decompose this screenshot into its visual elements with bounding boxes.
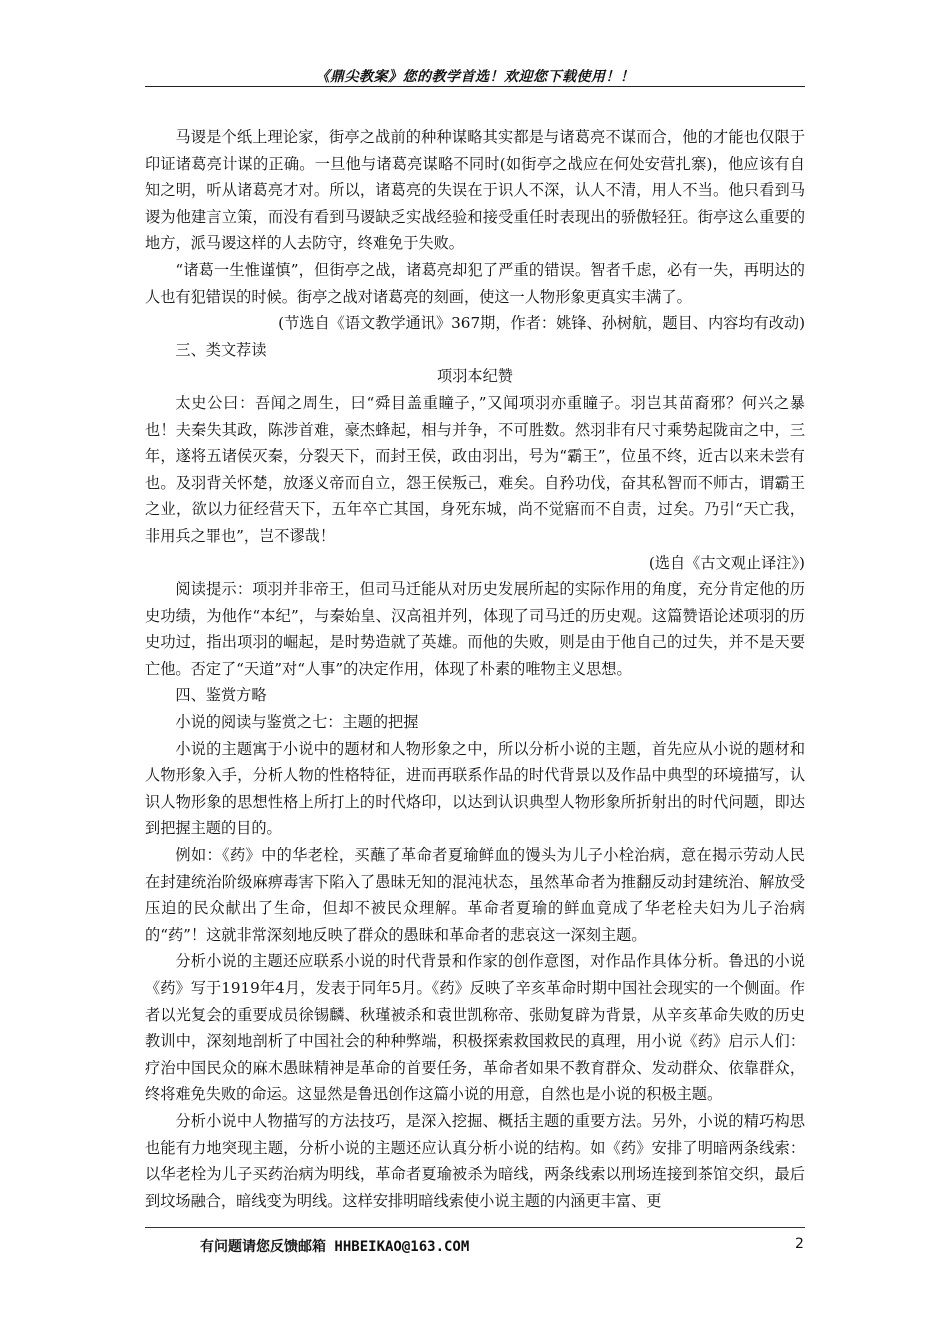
section-heading-4: 四、鉴赏方略: [175, 686, 267, 705]
paragraph-3: 太史公曰：吾闻之周生，曰“舜目盖重瞳子，”又闻项羽亦重瞳子。羽岂其苗裔邪？何兴之暴也！夫秦失其政，陈涉首难，豪杰蜂起，相与并争，不可胜数。然羽非有尺寸乘势起陇亩之中，三年，遂将五诸侯灭秦，分裂天下，而封王侯，政由羽出，号为“霸王”，位虽不终，近古以来未尝有也。及羽背关怀楚，放逐义帝而自立，怨王侯叛己，难矣。自矜功伐，奋其私智而不师古，谓霸王之业，欲以力征经营天下，五年卒亡其国，身死东城，尚不觉寤而不自责，过矣。乃引“天亡我，非用兵之罪也”，岂不谬哉！: [145, 393, 805, 545]
paragraph-8: 分析小说中人物描写的方法技巧，是深入挖掘、概括主题的重要方法。另外，小说的精巧构思也能有力地突现主题，分析小说的主题还应认真分析小说的结构。如《药》安排了明暗两条线索：以华老栓为儿子买药治病为明线，革命者夏瑜被杀为暗线，两条线索以刑场连接到茶馆交织，最后到坟场融合，暗线变为明线。这样安排明暗线索使小说主题的内涵更丰富、更: [145, 1111, 805, 1210]
paragraph-6: 例如：《药》中的华老栓，买蘸了革命者夏瑜鲜血的馒头为儿子小栓治病，意在揭示劳动人民在封建统治阶级麻痹毒害下陷入了愚昧无知的混沌状态，虽然革命者为推翻反动封建统治、解放受压迫的民众献出了生命，但却不被民众理解。革命者夏瑜的鲜血竟成了华老栓夫妇为儿子治病的“药”！这就非常深刻地反映了群众的愚昧和革命者的悲哀这一深刻主题。: [145, 846, 805, 944]
page-number: 2: [795, 1236, 804, 1252]
footer-divider: [145, 1227, 805, 1228]
document-body: [145, 124, 805, 1214]
source-note-1: (节选自《语文教学通讯》367期，作者：姚锋、孙树航，题目、内容均有改动): [278, 314, 805, 333]
page-header: 《鼎尖教案》您的教学首选！欢迎您下载使用！！: [315, 69, 635, 85]
source-note-2: (选自《古文观止译注》): [648, 553, 805, 572]
paragraph-5: 小说的主题寓于小说中的题材和人物形象之中，所以分析小说的主题，首先应从小说的题材和人物形象入手，分析人物的性格特征，进而再联系作品的时代背景以及作品中典型的环境描写，认识人物形象的思想性格上所打上的时代烙印，以达到认识典型人物形象所折射出的时代问题，即达到把握主题的目的。: [145, 739, 805, 838]
header-divider: [145, 86, 805, 87]
paragraph-7: 分析小说的主题还应联系小说的时代背景和作家的创作意图，对作品作具体分析。鲁迅的小说《药》写于1919年4月，发表于同年5月。《药》反映了辛亥革命时期中国社会现实的一个侧面。作者以光复会的重要成员徐锡麟、秋瑾被杀和袁世凯称帝、张勋复辟为背景，从辛亥革命失败的历史教训中，深刻地剖析了中国社会的种种弊端，积极探索救国救民的真理，用小说《药》启示人们：疗治中国民众的麻木愚昧精神是革命的首要任务，革命者如果不教育群众、发动群众、依靠群众，终将难免失败的命运。这显然是鲁迅创作这篇小说的用意，自然也是小说的积极主题。: [145, 952, 805, 1104]
section-heading-3: 三、类文荐读: [175, 340, 267, 359]
paragraph-1: 马谡是个纸上理论家，街亭之战前的种种谋略其实都是与诸葛亮不谋而合，他的才能也仅限于印证诸葛亮计谋的正确。一旦他与诸葛亮谋略不同时(如街亭之战应在何处安营扎寨)，他应该有自知之明，听从诸葛亮才对。所以，诸葛亮的失误在于识人不深，认人不清，用人不当。他只看到马谡为他建言立策，而没有看到马谡缺乏实战经验和接受重任时表现出的骄傲轻狂。街亭这么重要的地方，派马谡这样的人去防守，终难免于失败。: [145, 128, 805, 253]
subtitle: 小说的阅读与鉴赏之七：主题的把握: [175, 713, 419, 732]
article-title: 项羽本纪赞: [437, 367, 513, 386]
footer-contact: 有问题请您反馈邮箱 HHBEIKAO@163.COM: [200, 1239, 470, 1255]
paragraph-2: “诸葛一生惟谨慎”，但街亭之战，诸葛亮却犯了严重的错误。智者千虑，必有一失，再明达的人也有犯错误的时候。街亭之战对诸葛亮的刻画，使这一人物形象更真实丰满了。: [145, 260, 805, 306]
paragraph-4: 阅读提示：项羽并非帝王，但司马迁能从对历史发展所起的实际作用的角度，充分肯定他的历史功绩，为他作“本纪”，与秦始皇、汉高祖并列，体现了司马迁的历史观。这篇赞语论述项羽的历史功过，指出项羽的崛起，是时势造就了英雄。而他的失败，则是由于他自己的过失，并不是天要亡他。否定了“天道”对“人事”的决定作用，体现了朴素的唯物主义思想。: [145, 580, 805, 678]
